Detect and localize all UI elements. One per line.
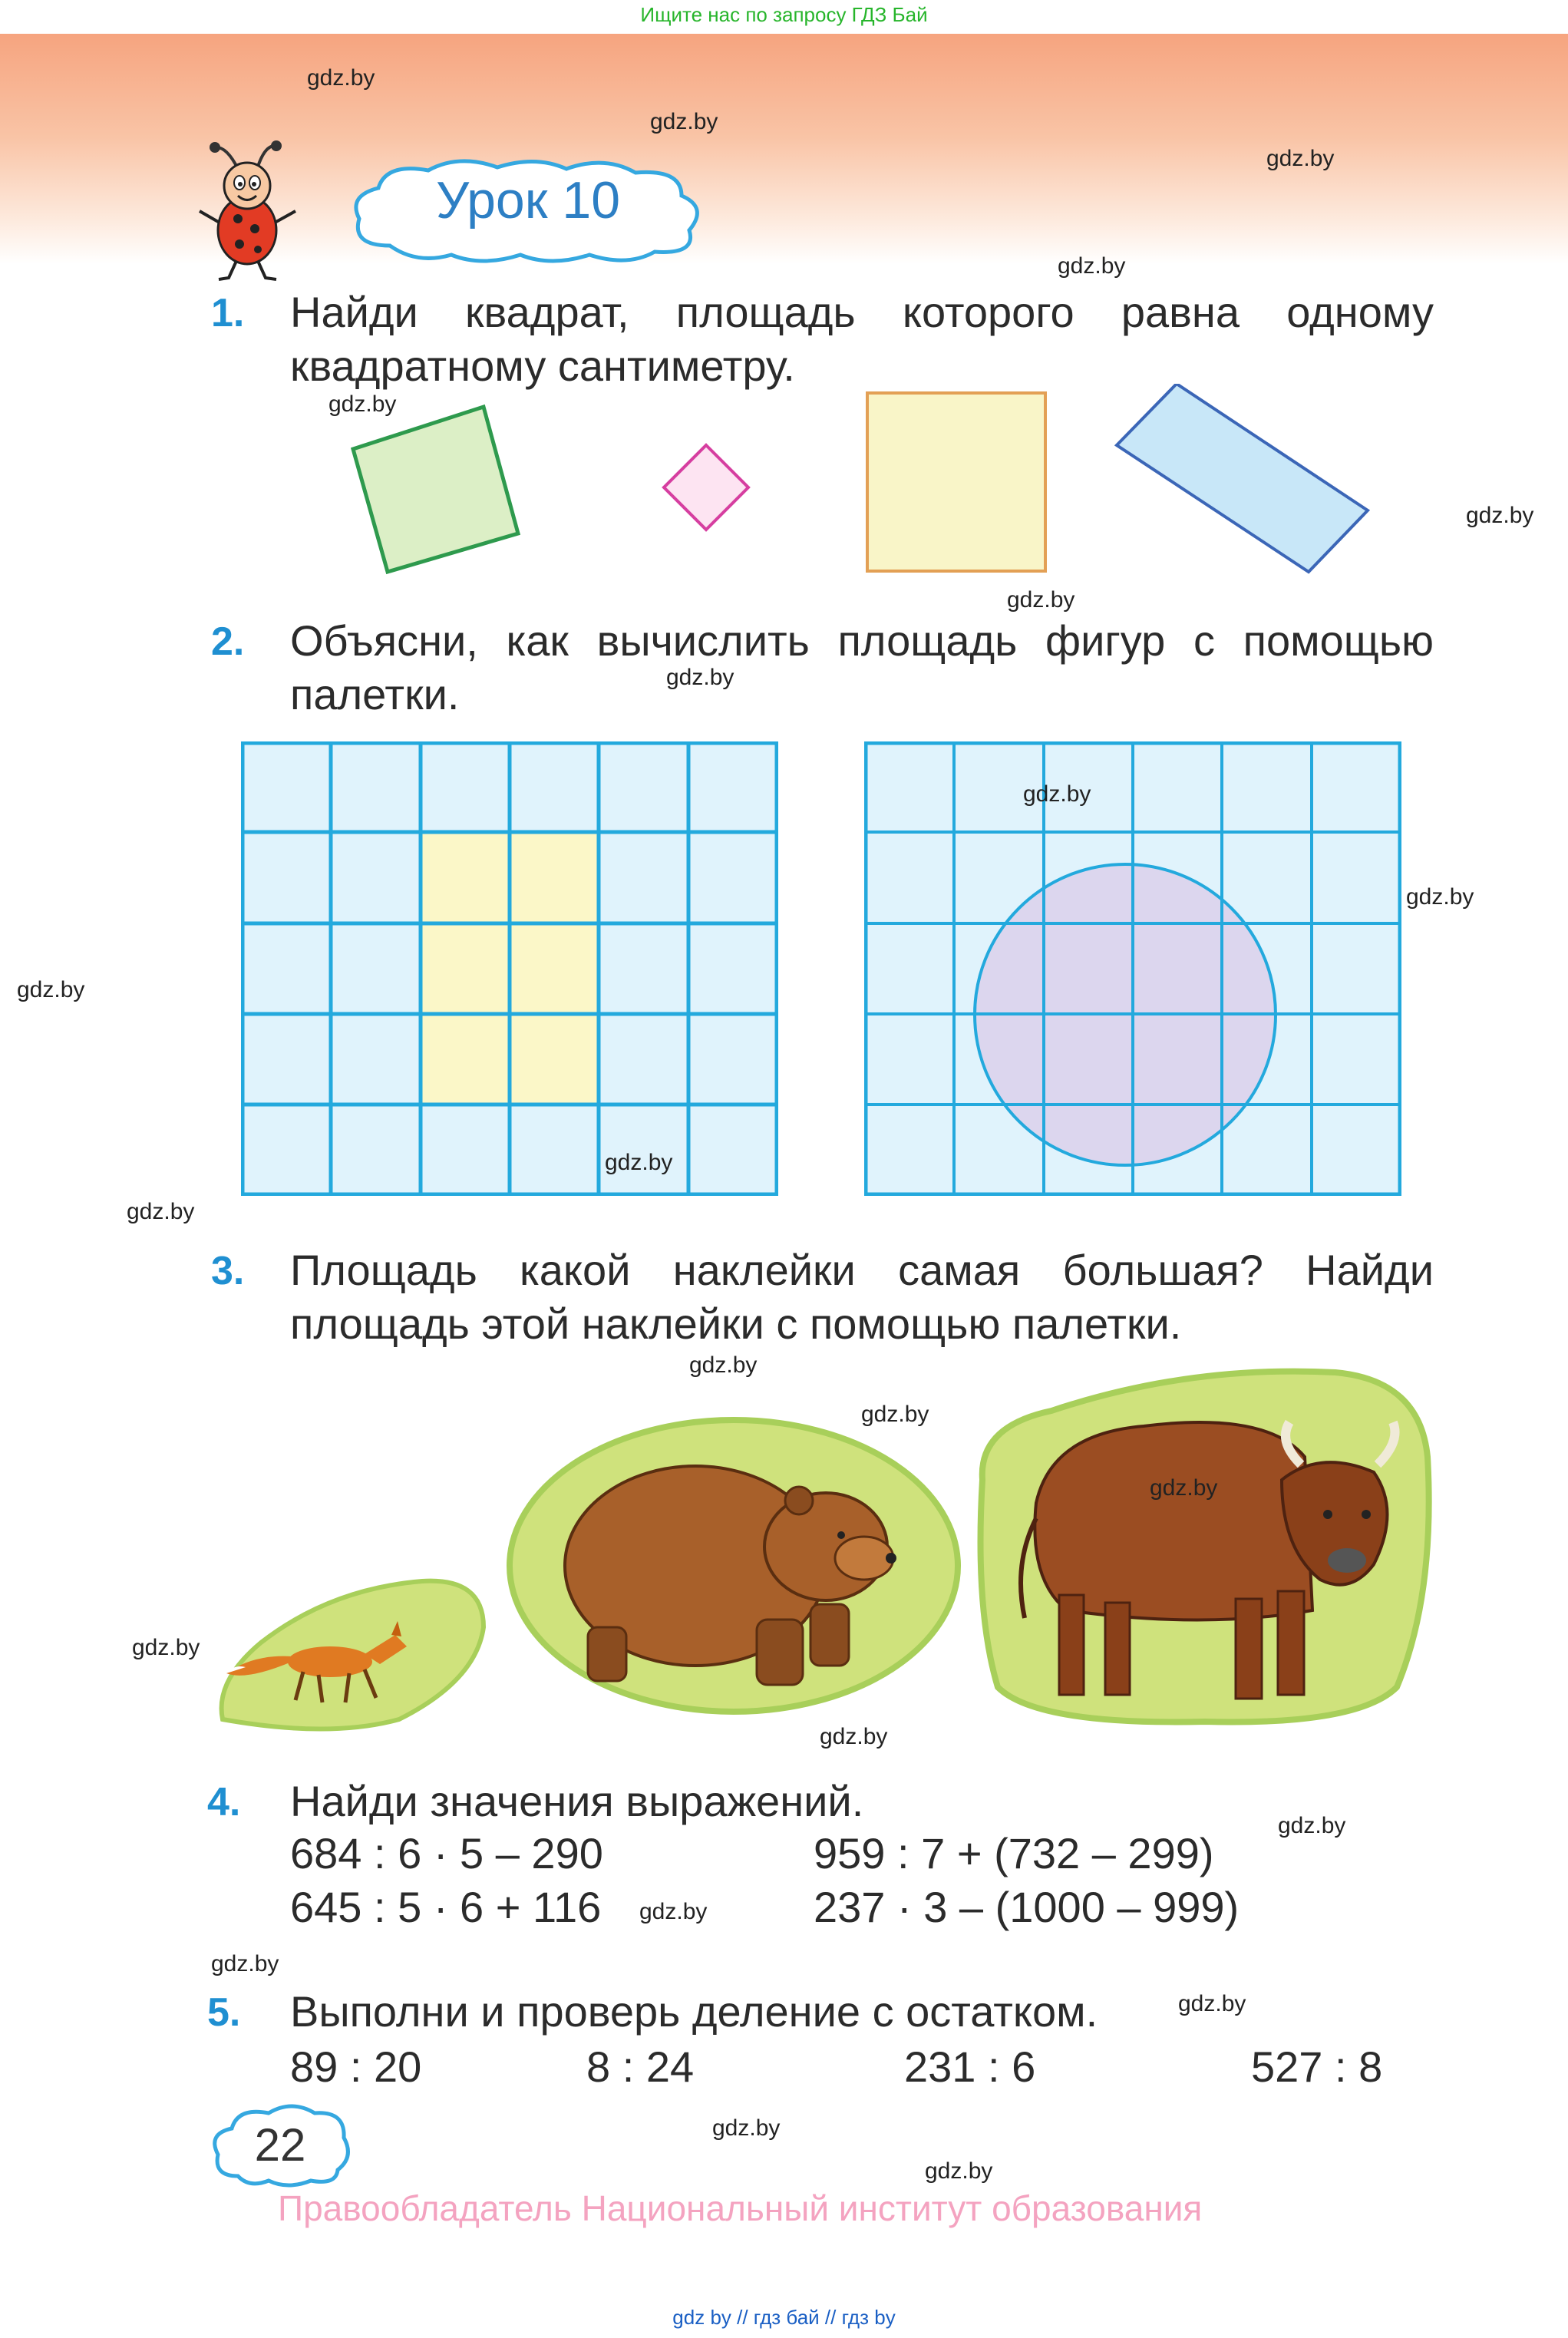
ladybug-mascot bbox=[192, 138, 307, 284]
watermark: gdz.by bbox=[861, 1402, 929, 1427]
lesson-title: Урок 10 bbox=[435, 171, 621, 230]
pink-square bbox=[664, 445, 748, 530]
task-4-text: Найди значения выражений. bbox=[290, 1777, 864, 1825]
watermark: gdz.by bbox=[666, 665, 734, 690]
watermark: gdz.by bbox=[1007, 587, 1075, 613]
division-1: 89 : 20 bbox=[290, 2042, 422, 2091]
task-1-number: 1. bbox=[211, 291, 245, 335]
task-1-shapes bbox=[330, 384, 1405, 583]
expression-2: 959 : 7 + (732 – 299) bbox=[814, 1829, 1214, 1877]
watermark: gdz.by bbox=[689, 1352, 758, 1378]
watermark: gdz.by bbox=[1178, 1991, 1246, 2016]
watermark: gdz.by bbox=[1278, 1813, 1346, 1838]
watermark: gdz.by bbox=[1266, 146, 1335, 171]
watermark: gdz.by bbox=[639, 1899, 708, 1924]
division-3: 231 : 6 bbox=[904, 2042, 1036, 2091]
watermark: gdz.by bbox=[307, 65, 375, 91]
expression-1: 684 : 6 · 5 – 290 bbox=[290, 1829, 603, 1877]
expression-4: 237 · 3 – (1000 – 999) bbox=[814, 1883, 1240, 1931]
watermark: gdz.by bbox=[1023, 781, 1091, 807]
sticker-fox bbox=[215, 1566, 491, 1735]
site-banner[interactable]: Ищите нас по запросу ГДЗ Бай bbox=[640, 3, 928, 26]
watermark: gdz.by bbox=[17, 977, 85, 1002]
task-2-text: Объясни, как вычислить площадь фигур с помощью палетки. bbox=[290, 616, 1434, 718]
watermark: gdz.by bbox=[1466, 503, 1534, 528]
palette-grid-right bbox=[864, 741, 1401, 1196]
watermark: gdz.by bbox=[650, 109, 718, 134]
blue-rectangle bbox=[1117, 384, 1368, 572]
watermark: gdz.by bbox=[605, 1150, 673, 1175]
watermark: gdz.by bbox=[328, 391, 397, 417]
page-number: 22 bbox=[254, 2119, 306, 2171]
watermark: gdz.by bbox=[127, 1199, 195, 1224]
yellow-square bbox=[867, 393, 1045, 571]
watermark: gdz.by bbox=[132, 1635, 200, 1660]
green-square bbox=[353, 407, 518, 572]
watermark: gdz.by bbox=[820, 1724, 888, 1749]
footer-links[interactable]: gdz by // гдз бай // гдз by bbox=[672, 2306, 896, 2329]
watermark: gdz.by bbox=[1150, 1475, 1218, 1501]
task-2-number: 2. bbox=[211, 619, 245, 664]
division-2: 8 : 24 bbox=[586, 2042, 695, 2091]
division-4: 527 : 8 bbox=[1251, 2042, 1383, 2091]
watermark: gdz.by bbox=[211, 1951, 279, 1976]
watermark: gdz.by bbox=[1058, 253, 1126, 279]
task-5-text: Выполни и проверь деление с остатком. bbox=[290, 1987, 1098, 2036]
watermark: gdz.by bbox=[712, 2115, 781, 2141]
task-1-text: Найди квадрат, площадь которого равна одному квадратному сантиметру. bbox=[290, 288, 1434, 390]
task-4-number: 4. bbox=[207, 1780, 241, 1824]
task-3-text: Площадь какой наклейки самая большая? Найди площадь этой наклейки с помощью палетки. bbox=[290, 1246, 1434, 1348]
task-5-number: 5. bbox=[207, 1990, 241, 2035]
watermark: gdz.by bbox=[925, 2158, 993, 2184]
expression-3: 645 : 5 · 6 + 116 bbox=[290, 1883, 602, 1931]
palette-grid-left bbox=[241, 741, 778, 1196]
sticker-bison bbox=[975, 1365, 1435, 1727]
copyright-line: Правообладатель Национальный институт образования bbox=[278, 2188, 1203, 2228]
task-3-number: 3. bbox=[211, 1249, 245, 1293]
watermark: gdz.by bbox=[1406, 884, 1474, 910]
sticker-bear bbox=[503, 1412, 964, 1719]
